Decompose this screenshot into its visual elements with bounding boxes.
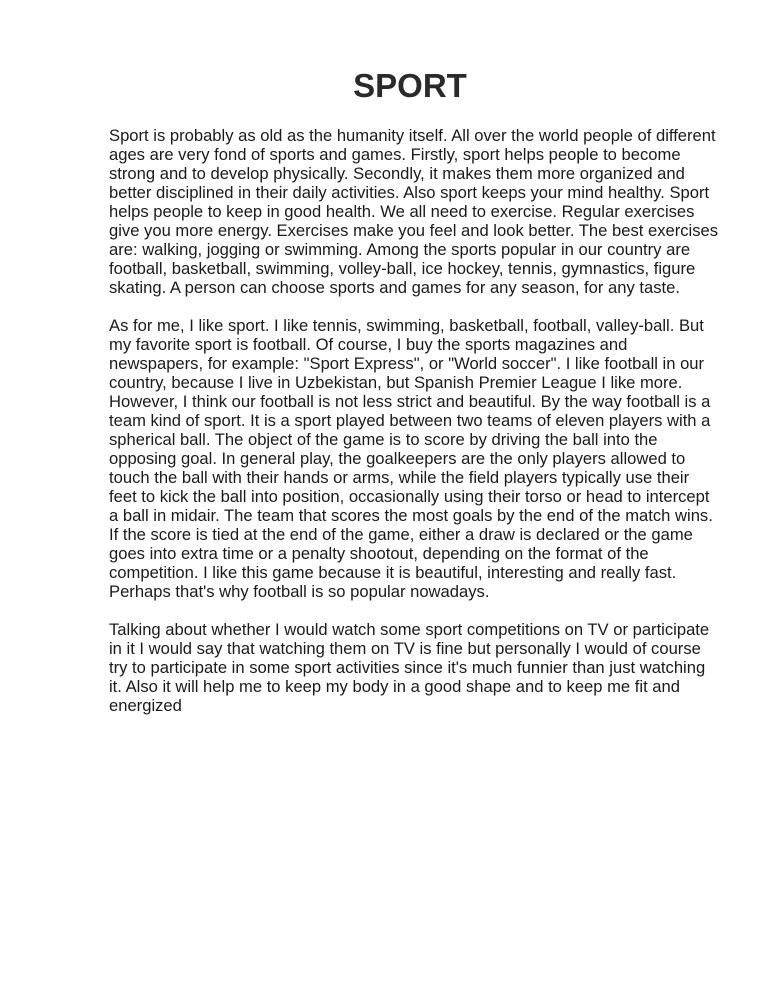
document-body xyxy=(109,126,719,734)
paragraph-conclusion: Talking about whether I would watch some sport competitions on TV or participate in it I would say that watching them on TV is fine but personally I would of course try to participate in some sport activities since it's much funnier than just watching it. Also it will help me to keep my body in a good shape and to keep me fit and energized xyxy=(109,620,710,715)
paragraph-football: As for me, I like sport. I like tennis, swimming, basketball, football, valley-ball. But my favorite sport is football. Of course, I buy the sports magazines and newspapers, for example: "Sport Express", or "World soccer". I like football in our country, because I live in Uzbekistan, but Spanish Premier League I like more. However, I think our football is not less strict and beautiful. By the way football is a team kind of sport. It is a sport played between two teams of eleven players with a spherical ball. The object of the game is to score by driving the ball into the opposing goal. In general play, the goalkeepers are the only players allowed to touch the ball with their hands or arms, while the field players typically use their feet to kick the ball into position, occasionally using their torso or head to intercept a ball in midair. The team that scores the most goals by the end of the match wins. If the score is tied at the end of the game, either a draw is declared or the game goes into extra time or a penalty shootout, depending on the format of the competition. I like this game because it is beautiful, interesting and really fast. Perhaps that's why football is so popular nowadays. xyxy=(109,316,713,601)
page-title: SPORT xyxy=(353,67,467,104)
paragraph-intro: Sport is probably as old as the humanity itself. All over the world people of different ages are very fond of sports and games. Firstly, sport helps people to become strong and to develop physically. Secondly, it makes them more organized and better disciplined in their daily activities. Also sport keeps your mind healthy. Sport helps people to keep in good health. We all need to exercise. Regular exercises give you more energy. Exercises make you feel and look better. The best exercises are: walking, jogging or swimming. Among the sports popular in our country are football, basketball, swimming, volley-ball, ice hockey, tennis, gymnastics, figure skating. A person can choose sports and games for any season, for any taste. xyxy=(109,126,719,297)
